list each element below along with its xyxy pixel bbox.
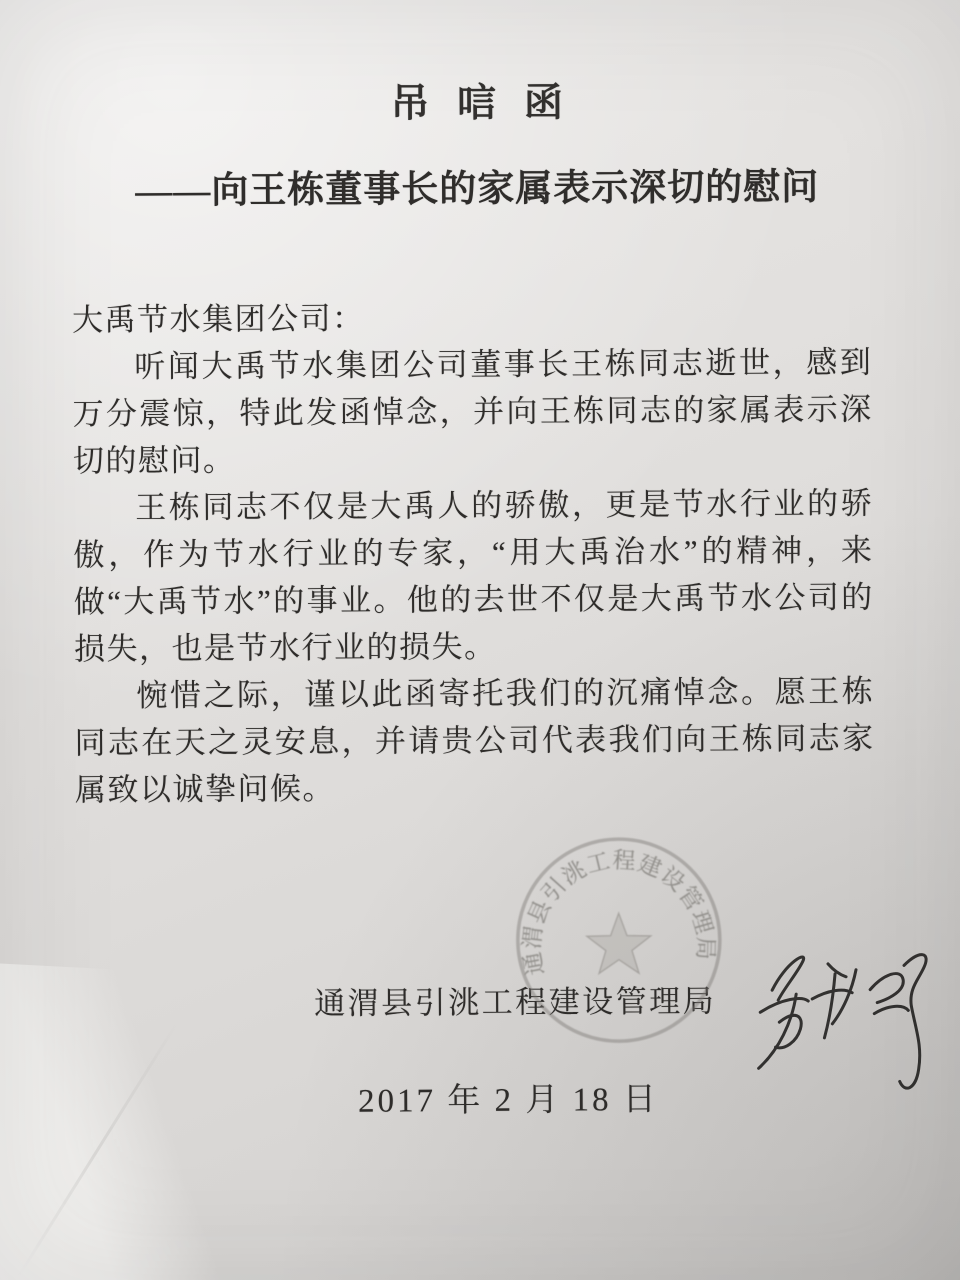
seal-arc-text: 通渭县引洮工程建设管理局: [519, 847, 719, 978]
paragraph-1: 听闻大禹节水集团公司董事长王栋同志逝世，感到万分震惊，特此发函悼念，并向王栋同志的家属表示深切的慰问。: [72, 344, 873, 479]
seal-star-icon: [587, 913, 651, 974]
official-seal-stamp: [509, 830, 728, 1049]
handwritten-signature: [742, 935, 958, 1106]
paragraph-2: 王栋同志不仅是大禹人的骄傲，更是节水行业的骄傲，作为节水行业的专家，“用大禹治水”的精神，来做“大禹节水”的事业。他的去世不仅是大禹节水公司的损失，也是节水行业的损失。: [73, 485, 874, 667]
salutation: 大禹节水集团公司：: [71, 300, 365, 338]
signing-organization: 通渭县引洮工程建设管理局: [314, 983, 717, 1022]
paragraph-3: 惋惜之际，谨以此函寄托我们的沉痛悼念。愿王栋同志在天之灵安息，并请贵公司代表我们向王栋同志家属致以诚挚问候。: [74, 673, 875, 808]
letter-subtitle: ——向王栋董事长的家属表示深切的慰问: [135, 166, 820, 213]
letter-date: 2017 年 2 月 18 日: [357, 1081, 659, 1120]
letter-title: 吊 唁 函: [390, 81, 573, 126]
